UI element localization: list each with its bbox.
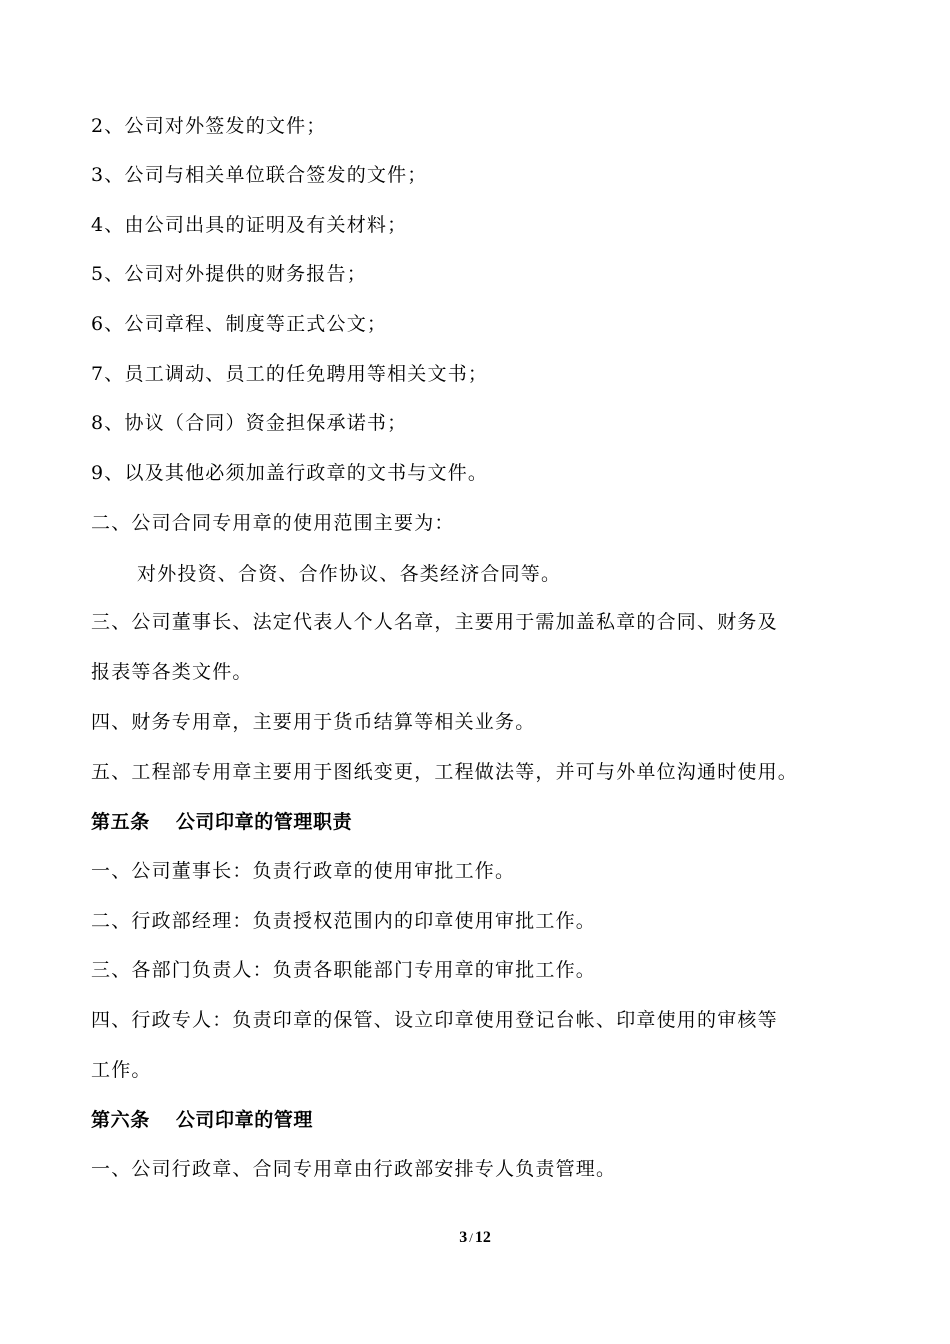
- total-pages: 12: [474, 1229, 491, 1246]
- section-paragraph: 五、工程部专用章主要用于图纸变更，工程做法等，并可与外单位沟通时使用。: [91, 761, 799, 783]
- article-title: 公司印章的管理: [175, 1109, 314, 1131]
- list-item: 6、公司章程、制度等正式公文；: [91, 313, 388, 335]
- article-number: 第六条: [91, 1109, 150, 1131]
- section-paragraph: 三、各部门负责人：负责各职能部门专用章的审批工作。: [91, 959, 597, 981]
- list-item: 4、由公司出具的证明及有关材料；: [91, 214, 408, 236]
- section-paragraph: 四、行政专人：负责印章的保管、设立印章使用登记台帐、印章使用的审核等: [91, 1009, 778, 1031]
- list-item: 2、公司对外签发的文件；: [91, 115, 327, 137]
- current-page: 3: [459, 1229, 468, 1246]
- article-heading: [91, 810, 352, 834]
- article-title: 公司印章的管理职责: [175, 811, 353, 833]
- list-item: 8、协议（合同）资金担保承诺书；: [91, 412, 408, 434]
- list-item: 5、公司对外提供的财务报告；: [91, 263, 367, 285]
- list-item: 9、以及其他必须加盖行政章的文书与文件。: [91, 462, 489, 484]
- section-paragraph: 二、行政部经理：负责授权范围内的印章使用审批工作。: [91, 910, 597, 932]
- article-heading: [91, 1108, 313, 1132]
- list-item: 3、公司与相关单位联合签发的文件；: [91, 164, 428, 186]
- section-paragraph: 一、公司行政章、合同专用章由行政部安排专人负责管理。: [91, 1158, 617, 1180]
- page-separator: /: [469, 1230, 473, 1245]
- indented-paragraph: 对外投资、合资、合作协议、各类经济合同等。: [137, 563, 562, 585]
- section-paragraph: 二、公司合同专用章的使用范围主要为：: [91, 512, 455, 534]
- section-paragraph: 四、财务专用章，主要用于货币结算等相关业务。: [91, 711, 536, 733]
- section-paragraph-continued: 工作。: [91, 1059, 152, 1081]
- article-number: 第五条: [91, 811, 150, 833]
- list-item: 7、员工调动、员工的任免聘用等相关文书；: [91, 363, 489, 385]
- section-paragraph: 三、公司董事长、法定代表人个人名章，主要用于需加盖私章的合同、财务及: [91, 611, 778, 633]
- section-paragraph-continued: 报表等各类文件。: [91, 661, 253, 683]
- section-paragraph: 一、公司董事长：负责行政章的使用审批工作。: [91, 860, 516, 882]
- page-number: [0, 1228, 950, 1248]
